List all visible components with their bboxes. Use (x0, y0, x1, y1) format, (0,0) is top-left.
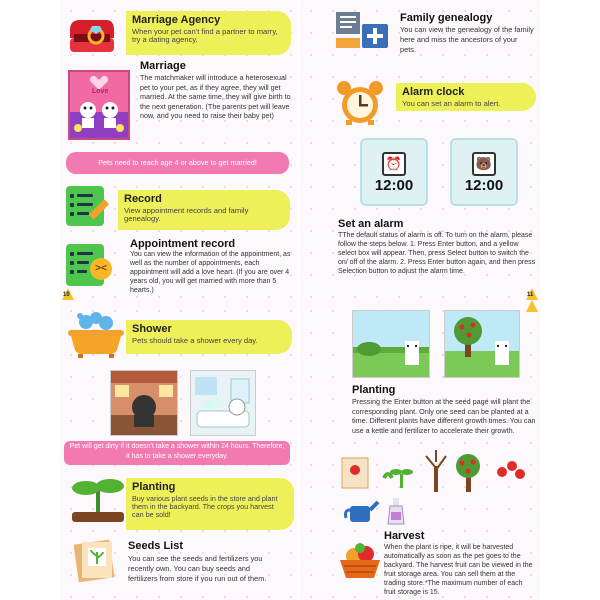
planting-desc: Buy various plant seeds in the store and plant them in the backyard. The crops you harvest can be sold! (132, 493, 278, 520)
ring-box-icon (66, 14, 118, 56)
page-number: 10 (63, 292, 70, 298)
alarm-desc: You can set an alarm to alert. (402, 98, 501, 108)
alarm-time-off: 12:00 (374, 177, 414, 194)
sprout-icon (68, 474, 128, 524)
marriage-title: Marriage (140, 60, 186, 72)
family-desc: You can view the genealogy of the family here and miss the ancestors of your pets. (400, 25, 534, 54)
set-alarm-desc: TThe default status of alarm is off. To turn on the alarm, please follow the steps below. 1. Press Enter button, and a yellow select box will appear. Then, press Select button to switch the on/ off of the alarm. 2. Press Enter button again, and then press Selection button to adjust the alarm time. (338, 232, 536, 276)
family-title: Family genealogy (400, 12, 493, 24)
watering-can-icon (344, 496, 380, 526)
planting-highlight (126, 478, 294, 530)
list-pencil-icon (66, 186, 104, 226)
growth-stages-strip (340, 448, 536, 496)
fruit-basket-icon (338, 540, 382, 580)
page-right-bottom (300, 300, 540, 600)
appointment-desc: You can view the information of the appointment, as well as the number of appointments, each appointment will add a love heart. (If you are over 4 years old, you will get married with more than 5 hearts.) (130, 251, 291, 294)
shower-title: Shower (132, 323, 172, 335)
bathtub-icon (66, 312, 126, 358)
planting-desc: Pressing the Enter button at the seed page will plant the corresponding plant. Only one seed can be planted at a time. Different plants have different growth times. You can use a kettle and fertilizer to accelerate their growth. (352, 397, 536, 435)
alarm-on-icon: 🐻 (472, 152, 496, 176)
shower-desc: Pets should take a shower every day. (132, 335, 258, 345)
shower-highlight (126, 320, 292, 354)
alarm-highlight (396, 83, 536, 111)
seeds-desc: You can see the seeds and fertilizers you recently own. You can buy seeds and fertilizers from store if you run out of them. (128, 554, 267, 583)
page-number: 11 (527, 292, 534, 298)
harvest-title: Harvest (384, 530, 425, 542)
family-tree-icon (334, 10, 390, 50)
appointment-title: Appointment record (130, 238, 236, 250)
harvest-desc: When the plant is ripe, it will be harvested automatically as soon as the pet goes to the backyard. The harvest fruit can be viewed in the fruit storage area. You can sell them at the trading store.*The maximum number of each fruit storage is 15. (384, 544, 533, 597)
marriage-agency-highlight (126, 11, 291, 55)
page-right-top (300, 0, 540, 300)
record-highlight (118, 190, 290, 230)
marriage-pixel-image (68, 70, 130, 140)
alarm-time-on: 12:00 (464, 177, 504, 194)
page-left-top (60, 0, 297, 300)
alarm-off-icon: ⏰ (382, 152, 406, 176)
alarm-clock-icon (334, 80, 386, 126)
alarm-display-on (450, 138, 518, 206)
planting-title: Planting (132, 481, 176, 493)
seed-planting-screen (352, 310, 430, 378)
age-note-banner: Pets need to reach age 4 or above to get married! (66, 152, 289, 174)
dirty-pet-screen (110, 370, 178, 436)
corner-marker (526, 300, 538, 312)
seed-packet-icon (74, 538, 118, 582)
record-desc: View appointment records and family genealogy. (124, 205, 249, 224)
record-title: Record (124, 193, 162, 205)
set-alarm-title: Set an alarm (338, 218, 404, 230)
alarm-display-off (360, 138, 428, 206)
marriage-agency-title: Marriage Agency (132, 14, 221, 26)
grown-tree-screen (444, 310, 520, 378)
shower-note-banner: Pet will get dirty if it doesn't take a shower within 24 hours. Therefore, it has to take a shower everyday. (64, 441, 290, 465)
seeds-title: Seeds List (128, 540, 184, 552)
planting-title: Planting (352, 384, 396, 396)
page-left-bottom (60, 300, 297, 600)
marriage-desc: The matchmaker will introduce a heterosexual pet to your pet, as if they agree, they will get married. At the same time, they will give birth to the next generation. (The parents pet will leave now, and you need to raise their baby pet) (140, 73, 291, 120)
clean-pet-screen (190, 370, 256, 436)
marriage-agency-desc: When your pet can't find a partner to marry, try a dating agency. (132, 26, 278, 45)
wink-emoji-icon: >< (90, 258, 112, 280)
fertilizer-bottle-icon (386, 496, 406, 526)
alarm-title: Alarm clock (402, 86, 465, 98)
love-sign-text: Love (92, 88, 109, 95)
